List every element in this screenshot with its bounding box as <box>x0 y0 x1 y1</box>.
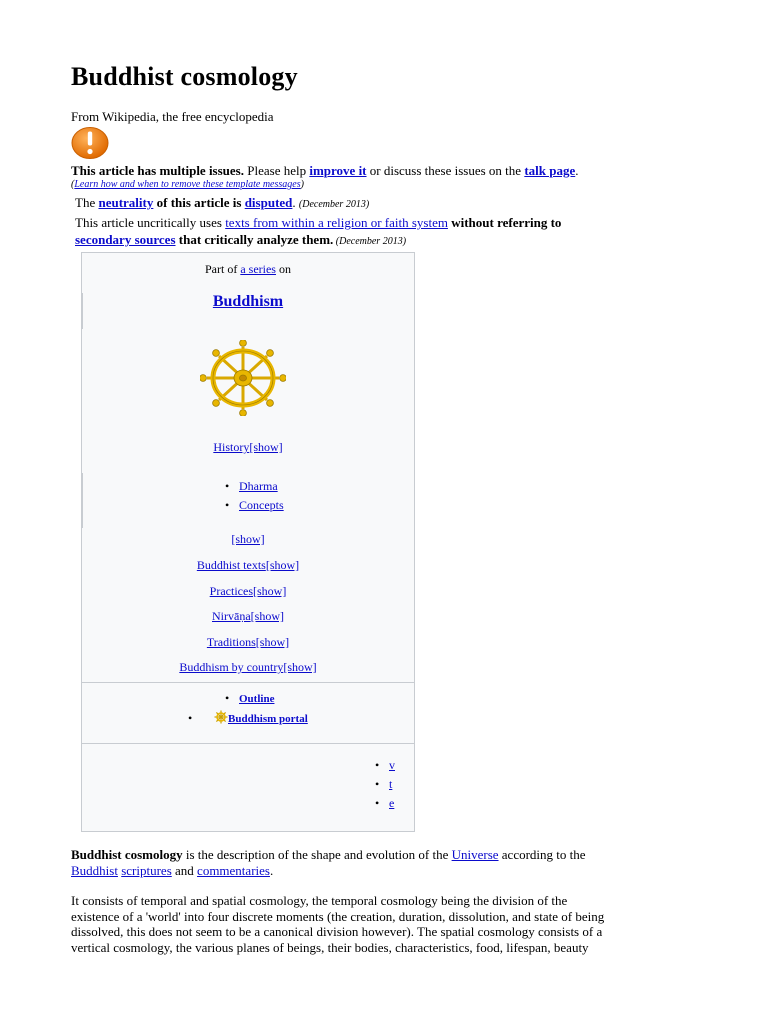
neutral-the: The <box>75 195 99 210</box>
intro-text2: according to the <box>498 847 586 862</box>
neutral-date: (December 2013) <box>298 199 370 210</box>
infobox-separator <box>82 743 414 744</box>
page-subtitle: From Wikipedia, the free encyclopedia <box>71 109 274 124</box>
infobox-title-row <box>82 293 414 311</box>
secondary-sources-link[interactable]: secondary sources <box>75 232 176 247</box>
list-item-dharma <box>225 479 278 494</box>
on-text: on <box>275 262 291 276</box>
intro-text1: is the description of the shape and evolution of the <box>182 847 452 862</box>
infobox-title-link[interactable]: Buddhism <box>212 293 284 310</box>
texts-row <box>82 558 414 573</box>
practices-row <box>82 584 414 599</box>
nirvana-show: [show] <box>250 609 284 623</box>
navbox-edit <box>375 796 394 811</box>
practices-label: Practices <box>209 584 253 598</box>
history-show: [show] <box>249 440 283 454</box>
nirvana-row <box>82 609 414 624</box>
bullet: • <box>188 711 193 725</box>
view-template-link[interactable]: v <box>389 758 395 772</box>
dharma-wheel-icon <box>200 340 286 416</box>
scriptures-link[interactable]: scriptures <box>121 862 172 878</box>
list-item-portal <box>188 710 308 726</box>
texts-show: [show] <box>265 558 300 572</box>
issues-bold: This article has multiple issues. <box>71 163 244 178</box>
uncrit-bold1: without referring to <box>447 215 562 230</box>
intro-paragraph <box>71 847 701 878</box>
show-toggle[interactable]: [show] <box>231 532 265 546</box>
series-link[interactable]: a series <box>240 262 276 276</box>
buddhist-texts-link[interactable] <box>197 558 299 572</box>
texts-label: Buddhist texts <box>196 558 266 572</box>
neutrality-notice <box>75 195 369 211</box>
bullet: • <box>225 691 230 705</box>
portal-wheel-icon <box>214 710 228 724</box>
bullet: • <box>225 498 230 512</box>
uncritical-notice <box>75 214 675 250</box>
country-show: [show] <box>283 660 317 674</box>
portal-link[interactable]: Buddhism portal <box>228 713 308 725</box>
universe-link[interactable]: Universe <box>451 847 499 862</box>
traditions-label: Traditions <box>206 635 256 649</box>
part-of-text: Part of <box>205 262 241 276</box>
by-country-link[interactable] <box>179 660 316 674</box>
intro-end: . <box>269 862 274 878</box>
learn-open: ( <box>71 179 75 190</box>
page-title: Buddhist cosmology <box>71 62 298 91</box>
neutrality-link[interactable]: neutrality <box>98 195 154 210</box>
learn-link[interactable]: Learn how and when to remove these template messages <box>74 179 301 190</box>
talk-page-link[interactable]: talk page <box>524 163 576 178</box>
history-link[interactable] <box>213 440 282 454</box>
uncrit-bold2: that critically analyze them. <box>175 232 334 247</box>
nirvana-label: Nirvāṇa <box>212 609 251 623</box>
list-item-outline <box>225 691 274 706</box>
nirvana-link[interactable] <box>212 609 284 623</box>
issues-text2: or discuss these issues on the <box>366 163 525 178</box>
edit-template-link[interactable]: e <box>389 796 395 810</box>
issues-text1: Please help <box>244 163 310 178</box>
bullet: • <box>375 796 380 810</box>
bullet: • <box>375 758 380 772</box>
practices-link[interactable] <box>210 584 287 598</box>
country-row <box>82 660 414 675</box>
practices-show: [show] <box>252 584 287 598</box>
dharma-link[interactable]: Dharma <box>239 479 278 493</box>
navbox-view <box>375 758 395 773</box>
issues-text3: . <box>575 163 579 178</box>
infobox-separator <box>82 682 414 683</box>
intro-bold: Buddhist cosmology <box>71 847 183 862</box>
paragraph-line: It consists of temporal and spatial cosmology, the temporal cosmology being the division of the <box>71 893 568 908</box>
cosmology-paragraph <box>71 893 701 955</box>
show-row <box>82 532 414 547</box>
intro-and: and <box>171 862 198 878</box>
outline-link[interactable]: Outline <box>239 693 275 705</box>
bullet: • <box>375 777 380 791</box>
buddhist-link[interactable]: Buddhist <box>71 862 118 878</box>
bullet: • <box>225 479 230 493</box>
issues-notice <box>71 163 578 179</box>
paragraph-line: existence of a 'world' into four discrete moments (the creation, duration, dissolution, and state of being <box>71 908 605 924</box>
talk-template-link[interactable]: t <box>389 777 393 791</box>
traditions-row <box>82 635 414 650</box>
history-label: History <box>213 440 250 454</box>
traditions-link[interactable] <box>207 635 289 649</box>
history-row <box>82 440 414 455</box>
uncrit-text1: This article uncritically uses <box>75 215 226 230</box>
neutral-end: . <box>292 195 299 210</box>
navbox-talk <box>375 777 392 792</box>
religious-texts-link[interactable]: texts from within a religion or faith system <box>225 215 448 230</box>
learn-close: ) <box>300 179 304 190</box>
traditions-show: [show] <box>255 635 290 649</box>
learn-notice <box>71 179 304 190</box>
paragraph-line: dissolved, this does not seem to be a canonical division however). The spatial cosmology consists of a <box>71 924 603 939</box>
commentaries-link[interactable]: commentaries <box>197 862 270 878</box>
neutral-mid: of this article is <box>153 195 245 210</box>
uncrit-date: (December 2013) <box>333 236 407 247</box>
list-item-concepts <box>225 498 284 513</box>
buddhism-series-infobox <box>81 252 415 832</box>
paragraph-line: vertical cosmology, the various planes of beings, their bodies, characteristics, food, lifespan, beauty <box>71 939 589 955</box>
improve-link[interactable]: improve it <box>309 163 367 178</box>
warning-icon <box>71 127 109 161</box>
country-label: Buddhism by country <box>179 660 284 674</box>
infobox-edge <box>82 473 83 528</box>
disputed-link[interactable]: disputed <box>244 195 293 210</box>
concepts-link[interactable]: Concepts <box>239 498 284 512</box>
series-caption <box>82 262 414 277</box>
